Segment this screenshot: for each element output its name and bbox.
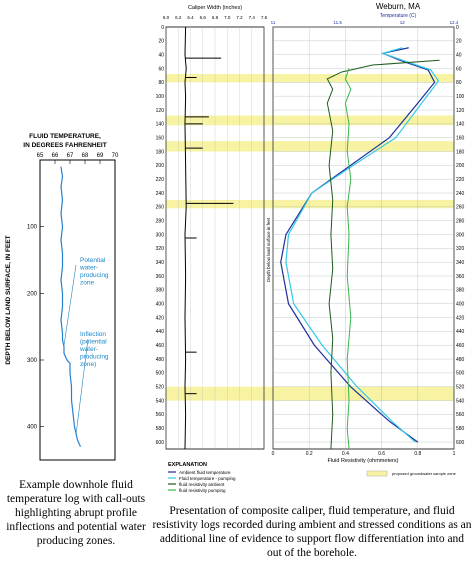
log-track-frame (273, 27, 454, 449)
legend-swatch-zone (367, 471, 387, 476)
depth-tick-label-left: 100 (155, 93, 164, 100)
left-y-tick-label: 200 (26, 291, 37, 298)
ambient-temperature-line (281, 48, 435, 442)
depth-tick-label-right: 420 (456, 315, 465, 322)
legend-item-pumping-res: fluid resistivity pumping (179, 488, 226, 493)
depth-tick-label-left: 480 (155, 356, 164, 363)
depth-tick-label-right: 40 (456, 52, 462, 59)
depth-tick-label-left: 500 (155, 370, 164, 377)
legend-item-ambient-temp: Ambient fluid temperature (179, 470, 231, 475)
depth-tick-label-right: 480 (456, 356, 465, 363)
depth-tick-label-left: 320 (155, 246, 164, 253)
resistivity-tick-label: 0.6 (378, 451, 386, 457)
caliper-tick-label: 7.4 (248, 15, 255, 20)
depth-tick-label-right: 260 (456, 204, 465, 211)
caliper-tick-label: 6.8 (211, 15, 219, 20)
left-x-tick-label: 66 (51, 153, 59, 159)
legend-item-pumping-temp: Fluid temperature - pumping (179, 476, 236, 481)
caliper-tick-label: 7.0 (224, 15, 231, 20)
resistivity-axis-label: Fluid Resistivity (ohmmeters) (327, 458, 399, 464)
callout-text-line: producing (80, 353, 109, 361)
depth-tick-label-right: 200 (456, 163, 465, 170)
caliper-tick-label: 6.0 (162, 15, 170, 20)
depth-tick-label-left: 580 (155, 426, 164, 433)
main-chart-title: Weburn, MA (375, 2, 421, 11)
left-x-tick-label: 69 (96, 153, 104, 159)
depth-tick-label-right: 20 (456, 38, 462, 45)
temperature-tick-label: 12 (399, 20, 405, 25)
depth-tick-label-left: 240 (155, 190, 164, 197)
left-x-tick-label: 65 (36, 153, 44, 159)
callout-text-line: zone (80, 279, 95, 287)
depth-tick-label-left: 540 (155, 398, 164, 405)
depth-tick-label-left: 460 (155, 343, 164, 350)
depth-tick-label-left: 400 (155, 301, 164, 308)
pumping-temperature-line (286, 48, 439, 442)
left-y-tick-label: 400 (26, 424, 37, 431)
callout-text-line: zone) (80, 361, 97, 368)
depth-tick-label-right: 80 (456, 80, 462, 87)
proposed-sample-zone-band (166, 141, 454, 151)
depth-tick-label-left: 380 (155, 287, 164, 294)
caliper-tick-label: 7.2 (236, 15, 243, 20)
depth-tick-label-right: 180 (456, 149, 465, 156)
depth-tick-label-right: 360 (456, 273, 465, 280)
depth-tick-label-right: 440 (456, 329, 465, 336)
depth-tick-label-left: 160 (155, 135, 164, 142)
left-chart-ylabel: DEPTH BELOW LAND SURFACE, IN FEET (5, 235, 12, 365)
left-temperature-series-line (61, 167, 81, 447)
callout-text-line: water- (80, 346, 99, 353)
depth-tick-label-right: 340 (456, 260, 465, 267)
callout-text-line: Potential (80, 257, 106, 264)
caliper-tick-label: 6.6 (199, 15, 206, 20)
depth-tick-label-right: 280 (456, 218, 465, 225)
resistivity-tick-label: 0 (271, 451, 275, 457)
temperature-tick-label: 12.4 (449, 20, 459, 25)
depth-tick-label-left: 340 (155, 260, 164, 267)
depth-tick-label-right: 560 (456, 412, 465, 419)
depth-tick-label-right: 320 (456, 246, 465, 253)
main-chart-ylabel: Depth below land surface in feet (266, 217, 271, 283)
depth-tick-label-right: 300 (456, 232, 465, 239)
depth-tick-label-left: 260 (155, 204, 164, 211)
depth-tick-label-left: 80 (158, 80, 164, 87)
left-y-tick-label: 300 (26, 358, 37, 364)
callout-text-line: Inflection (80, 331, 107, 338)
composite-log-chart (152, 0, 470, 500)
caliper-tick-label: 6.4 (187, 15, 194, 20)
depth-tick-label-left: 560 (155, 412, 164, 419)
depth-tick-label-right: 160 (456, 135, 465, 142)
depth-tick-label-right: 0 (456, 24, 459, 31)
resistivity-tick-label: 0.8 (414, 451, 422, 457)
right-figure-caption: Presentation of composite caliper, fluid temperature, and fluid resistivity logs recorded during ambient and stressed conditions as an additional line of evidence to support flow differentiation into and out of the borehole. (152, 505, 472, 559)
depth-tick-label-left: 20 (158, 38, 164, 45)
depth-tick-label-left: 440 (155, 329, 164, 336)
depth-tick-label-left: 420 (155, 315, 164, 322)
depth-tick-label-right: 580 (456, 426, 465, 433)
left-chart-title-line2: IN DEGREES FAHRENHEIT (23, 142, 107, 149)
depth-tick-label-left: 280 (155, 218, 164, 225)
depth-tick-label-right: 540 (456, 398, 465, 405)
depth-tick-label-right: 120 (456, 107, 465, 114)
depth-tick-label-left: 180 (155, 149, 164, 156)
caliper-tick-label: 6.2 (175, 15, 182, 20)
callout-text-line: water- (80, 264, 99, 272)
depth-tick-label-left: 120 (155, 107, 164, 114)
proposed-sample-zone-band (166, 387, 454, 401)
depth-tick-label-left: 300 (155, 232, 164, 239)
proposed-sample-zone-band (166, 74, 454, 82)
depth-tick-label-left: 200 (155, 163, 164, 170)
resistivity-tick-label: 1 (452, 451, 456, 457)
depth-tick-label-right: 220 (456, 176, 465, 183)
depth-tick-label-left: 220 (155, 176, 164, 183)
depth-tick-label-right: 380 (456, 287, 465, 294)
depth-tick-label-left: 520 (155, 384, 164, 391)
depth-tick-label-left: 60 (158, 66, 164, 73)
left-y-tick-label: 100 (26, 224, 37, 231)
caliper-tick-label: 7.6 (260, 15, 268, 20)
callout-text-line: (potential (80, 338, 107, 346)
left-figure-caption: Example downhole fluid temperature log with call-outs highlighting abrupt profile inflections and potential water producing zones. (6, 479, 146, 547)
depth-tick-label-left: 40 (158, 52, 164, 59)
depth-tick-label-right: 240 (456, 190, 465, 197)
left-x-tick-label: 70 (111, 153, 119, 159)
depth-tick-label-right: 100 (456, 93, 465, 100)
caliper-axis-label: Caliper Width (inches) (187, 5, 243, 11)
left-chart-title-line1: FLUID TEMPERATURE, (29, 133, 101, 140)
depth-tick-label-right: 600 (456, 439, 465, 446)
depth-tick-label-right: 140 (456, 121, 465, 128)
resistivity-tick-label: 0.4 (341, 451, 349, 457)
callout-leader-line (64, 265, 76, 345)
depth-tick-label-right: 60 (456, 66, 462, 73)
depth-tick-label-right: 400 (456, 301, 465, 308)
temperature-tick-label: 11.5 (333, 20, 342, 25)
depth-tick-label-left: 140 (155, 121, 164, 128)
callout-text-line: producing (80, 272, 109, 279)
temperature-axis-label: Temperature (C) (379, 13, 417, 19)
legend-item-ambient-res: fluid resistivity ambient (179, 482, 225, 487)
left-x-tick-label: 68 (81, 153, 89, 159)
depth-tick-label-left: 360 (155, 273, 164, 280)
depth-tick-label-right: 520 (456, 384, 465, 391)
depth-tick-label-left: 0 (161, 24, 164, 31)
left-temperature-log-chart (0, 0, 150, 470)
legend-title: EXPLANATION (168, 462, 208, 468)
resistivity-tick-label: 0.2 (305, 451, 313, 457)
temperature-tick-label: 11 (270, 20, 276, 25)
left-x-tick-label: 67 (66, 153, 74, 159)
left-plot-frame (40, 160, 115, 460)
depth-tick-label-left: 600 (155, 439, 164, 446)
depth-tick-label-right: 500 (456, 370, 465, 377)
depth-tick-label-right: 460 (456, 343, 465, 350)
legend-item-zone: proposed groundwater sample zone (392, 471, 456, 476)
